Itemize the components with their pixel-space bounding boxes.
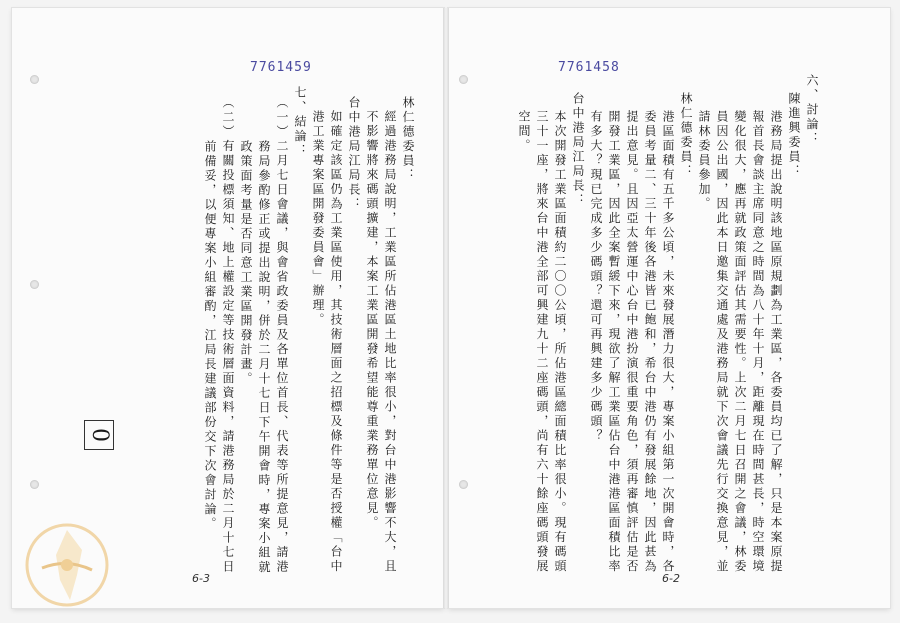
text-column: （一）二月七日會議，與會省政委員及各單位首長、代表等所提意見，請港 — [275, 96, 289, 575]
text-column: 本次開發工業區面積約二〇〇公頃，所佔港區總面積比率很小。現有碼頭 — [553, 110, 567, 574]
book-gutter — [443, 8, 449, 608]
text-column: 陳進興委員： — [787, 92, 801, 179]
text-column: 台中港局江局長： — [571, 92, 585, 208]
text-column: 七、結論： — [293, 86, 307, 159]
text-column: 務局參酌修正或提出說明，併於二月十七日下午開會時，專案小組就 — [257, 140, 271, 575]
right-page-number: 6-2 — [662, 572, 680, 585]
boxed-digit: 0 — [84, 420, 114, 450]
text-column: 委員考量二、三十年後各港皆已飽和，希台中港仍有發展餘地，因此甚為 — [643, 110, 657, 574]
text-column: 請林委員參加。 — [697, 110, 711, 212]
text-column: 港區面積有五千多公頃，未來發展潛力很大，專案小組第一次開會時，各 — [661, 110, 675, 574]
text-column: 報首長會談主席同意之時間為八十年十月，距離現在時間甚長，時空環境 — [751, 110, 765, 574]
binder-hole — [30, 480, 39, 489]
text-column: 三十一座，將來台中港全部可興建九十二座碼頭，尚有六十餘座碼頭發展 — [535, 110, 549, 574]
text-column: 政策面考量是否同意工業區開發計畫。 — [239, 140, 253, 387]
text-column: 如確定該區仍為工業區使用，其技術層面之招標及條件等是否授權「台中 — [329, 110, 343, 574]
text-column: 林仁德委員： — [401, 96, 415, 183]
text-column: 港工業專案區開發委員會」辦理。 — [311, 110, 325, 328]
text-column: 六、討論： — [805, 74, 819, 147]
text-column: （二）有關投標須知、地上權設定等技術層面資料，請港務局於二月十七日 — [221, 96, 235, 575]
binder-hole — [30, 280, 39, 289]
text-column: 林仁德委員： — [679, 92, 693, 179]
text-column: 變化很大，應再就政策面評估其需要性。上次二月七日召開之會議，林委 — [733, 110, 747, 574]
text-column: 有多大？現已完成多少碼頭？還可再興建多少碼頭？ — [589, 110, 603, 444]
text-column: 台中港局江局長： — [347, 96, 361, 212]
archive-logo-icon — [22, 520, 112, 610]
text-column: 開發工業區，因此全案暫緩下來，現欲了解工業區佔台中港港區面積比率 — [607, 110, 621, 574]
text-column: 不影響將來碼頭擴建，本案工業區開發希望能尊重業務單位意見。 — [365, 110, 379, 531]
text-column: 空間。 — [517, 110, 531, 154]
text-column: 港務局提出說明該地區原規劃為工業區，各委員均已了解，只是本案原提 — [769, 110, 783, 574]
text-column: 經過港務局說明，工業區所佔港區土地比率很小，對台中港影響不大，且 — [383, 110, 397, 574]
binder-hole — [459, 480, 468, 489]
text-column: 員因公出國，因此本日邀集交通處及港務局就下次會議先行交換意見，並 — [715, 110, 729, 574]
binder-hole — [459, 75, 468, 84]
left-serial-stamp: 7761459 — [250, 60, 312, 75]
left-page-number: 6-3 — [192, 572, 210, 585]
right-serial-stamp: 7761458 — [558, 60, 620, 75]
text-column: 提出意見。且因亞太營運中心台中港扮演很重要角色，須再審慎評估是否 — [625, 110, 639, 574]
text-column: 前備妥，以便專案小組審酌，江局長建議部份交下次會討論。 — [203, 140, 217, 532]
binder-hole — [30, 75, 39, 84]
